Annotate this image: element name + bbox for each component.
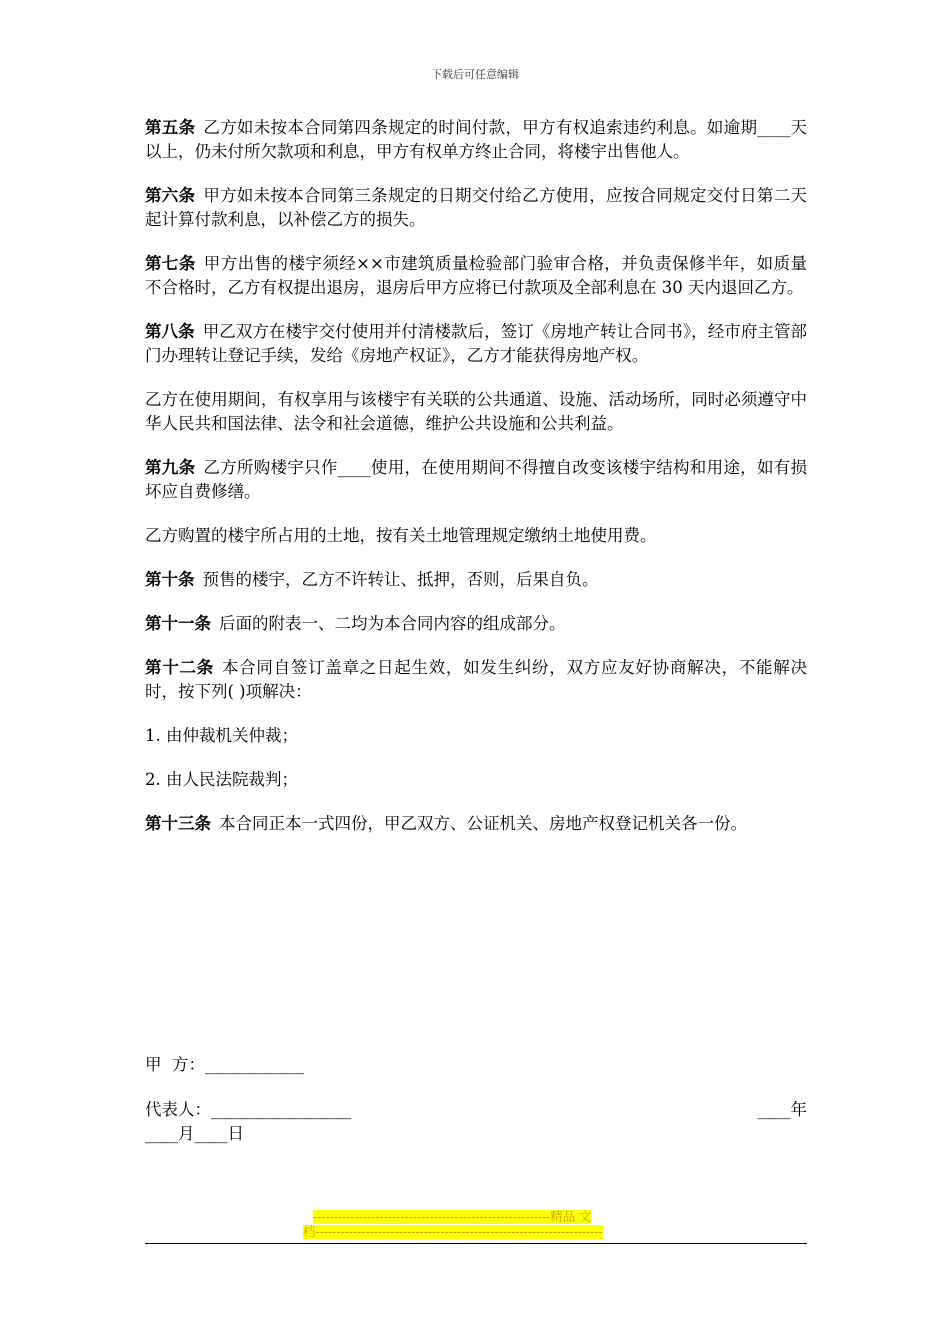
article-number: 第八条 <box>145 322 195 341</box>
article-number: 第十三条 <box>145 814 211 833</box>
article-text: 乙方如未按本合同第四条规定的时间付款，甲方有权追索违约利息。如逾期____天以上，仍未付所欠款项和利息，甲方有权单方终止合同，将楼宇出售他人。 <box>145 118 808 161</box>
representative-line <box>145 1098 807 1122</box>
paragraph-text: 1. 由仲裁机关仲裁； <box>145 726 298 745</box>
paragraph-text: 乙方在使用期间，有权享用与该楼宇有关联的公共通道、设施、活动场所，同时必须遵守中华人民共和国法律、法令和社会道德，维护公共设施和公共利益。 <box>145 390 807 433</box>
footer-line-2: 档--------------------------------------------------------------------- <box>303 1225 603 1239</box>
article-5 <box>145 116 807 164</box>
article-9 <box>145 456 807 504</box>
article-9-continued <box>145 524 807 548</box>
page-header: 下载后可任意编辑 <box>431 68 519 81</box>
paragraph-text: 乙方购置的楼宇所占用的土地，按有关土地管理规定缴纳土地使用费。 <box>145 526 657 545</box>
article-number: 第七条 <box>145 254 196 273</box>
article-7 <box>145 252 807 300</box>
article-text: 甲乙双方在楼宇交付使用并付清楼款后，签订《房地产转让合同书》，经市府主管部门办理转让登记手续，发给《房地产权证》，乙方才能获得房地产权。 <box>145 322 808 365</box>
article-number: 第九条 <box>145 458 196 477</box>
article-text: 本合同自签订盖章之日起生效，如发生纠纷，双方应友好协商解决，不能解决时，按下列( )项解决： <box>145 658 808 701</box>
option-2 <box>145 768 807 792</box>
article-12 <box>145 656 807 704</box>
article-text: 甲方出售的楼宇须经××市建筑质量检验部门验审合格，并负责保修半年，如质量不合格时，乙方有权提出退房，退房后甲方应将已付款项及全部利息在 30 天内退回乙方。 <box>145 254 808 297</box>
article-11 <box>145 612 807 636</box>
footer-divider <box>145 1243 807 1244</box>
footer-line-1: ---------------------------------------------------------精品 文 <box>313 1210 592 1224</box>
article-text: 后面的附表一、二均为本合同内容的组成部分。 <box>219 614 566 633</box>
article-text: 本合同正本一式四份，甲乙双方、公证机关、房地产权登记机关各一份。 <box>219 814 747 833</box>
footer-watermark <box>303 1210 651 1240</box>
article-text: 预售的楼宇，乙方不许转让、抵押，否则，后果自负。 <box>202 570 599 589</box>
paragraph-text: 2. 由人民法院裁判； <box>145 770 298 789</box>
article-8 <box>145 320 807 368</box>
party-a-line <box>145 1053 807 1077</box>
article-text: 甲方如未按本合同第三条规定的日期交付给乙方使用，应按合同规定交付日第二天起计算付款利息，以补偿乙方的损失。 <box>145 186 808 229</box>
article-10 <box>145 568 807 592</box>
article-number: 第十二条 <box>145 658 214 677</box>
option-1 <box>145 724 807 748</box>
signature-block <box>145 1053 807 1146</box>
article-number: 第十一条 <box>145 614 211 633</box>
month-day-field: ____月____日 <box>145 1124 244 1143</box>
article-text: 乙方所购楼宇只作____使用，在使用期间不得擅自改变该楼宇结构和用途，如有损坏应自费修缮。 <box>145 458 808 501</box>
article-6 <box>145 184 807 232</box>
article-8-continued <box>145 388 807 436</box>
representative-field: 代表人：_________________ <box>145 1100 352 1119</box>
article-13 <box>145 812 807 836</box>
date-line <box>145 1122 807 1146</box>
contract-body <box>145 116 807 856</box>
year-field: ____年 <box>757 1100 807 1119</box>
article-number: 第十条 <box>145 570 195 589</box>
article-number: 第六条 <box>145 186 196 205</box>
party-a-field: 甲 方：____________ <box>145 1055 304 1074</box>
article-number: 第五条 <box>145 118 196 137</box>
